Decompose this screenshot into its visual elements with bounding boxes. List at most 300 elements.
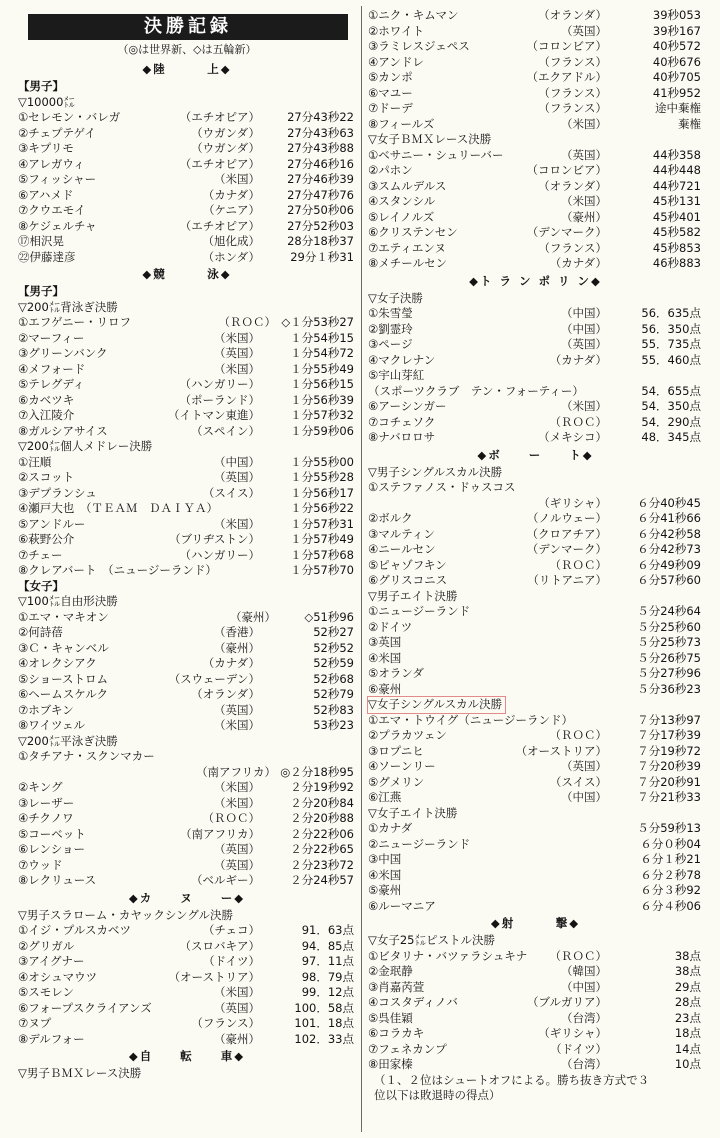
- result-value: ◇１分53秒27: [281, 315, 354, 329]
- athlete-name: ③デプランシュ: [18, 485, 97, 500]
- athlete-name: ③ラミレスジェペス: [368, 39, 470, 53]
- result-value: 52秒83: [313, 702, 354, 717]
- athlete-affiliation: （エチオピア）: [179, 218, 260, 233]
- result-value: ７分13秒97: [637, 712, 701, 727]
- athlete-name: ③アイグナー: [18, 954, 85, 968]
- athlete-affiliation: （チェコ）: [202, 923, 260, 937]
- result-value: 52秒68: [313, 671, 354, 686]
- athlete-name: （スポーツクラブ テン・フォーティー）: [368, 383, 584, 398]
- athlete-name: ①汪順: [18, 454, 52, 469]
- athlete-affiliation: （カナダ）: [202, 656, 260, 670]
- result-value: 27分43秒63: [287, 125, 354, 140]
- athlete-affiliation: （中国）: [561, 979, 607, 994]
- result-value: １分57秒70: [290, 563, 354, 577]
- event-heading: ▽200㍍背泳ぎ決勝: [18, 299, 118, 314]
- result-value: 40秒705: [652, 70, 701, 84]
- athlete-name: ⑤スモレン: [18, 985, 75, 999]
- result-row: [18, 110, 356, 126]
- result-row: [368, 241, 703, 257]
- result-row: [18, 408, 356, 424]
- result-value: １分55秒00: [290, 454, 354, 469]
- result-value: １分55秒28: [290, 470, 354, 484]
- result-row: [368, 194, 703, 210]
- result-value: １分57秒49: [290, 532, 354, 546]
- result-value: 52秒59: [313, 656, 354, 670]
- gender-heading: 【男子】: [18, 284, 64, 298]
- result-row: [368, 256, 703, 272]
- athlete-affiliation: （エクアドル）: [526, 70, 607, 84]
- result-value: 45秒582: [652, 225, 701, 239]
- athlete-name: ⑧田家榛: [368, 1057, 413, 1071]
- result-value: ２分20秒88: [290, 811, 354, 825]
- athlete-affiliation: （エチオピア）: [179, 110, 260, 124]
- athlete-name: ③レーザー: [18, 795, 75, 810]
- result-row: [18, 749, 356, 765]
- result-value: 45秒131: [652, 194, 701, 208]
- page-title: 決勝記録: [28, 14, 348, 40]
- result-value: ◎２分18秒95: [280, 764, 354, 779]
- athlete-name: ⑧ワイツェル: [18, 718, 86, 732]
- athlete-affiliation: （米国）: [561, 194, 607, 208]
- athlete-name: ⑧レクリュース: [18, 873, 97, 887]
- sport-heading: ◆自 転 車◆: [128, 1049, 246, 1063]
- athlete-affiliation: （ギリシャ）: [538, 1026, 607, 1040]
- athlete-affiliation: （台湾）: [561, 1057, 607, 1071]
- result-row: [368, 225, 703, 241]
- result-row: [18, 563, 356, 579]
- athlete-name: ④アンドレ: [368, 54, 424, 69]
- athlete-name: ⑥アーシンガー: [368, 399, 447, 413]
- result-row: [368, 353, 703, 369]
- athlete-affiliation: （豪州）: [214, 1031, 260, 1046]
- athlete-affiliation: （フランス）: [538, 101, 607, 115]
- result-row: [368, 949, 703, 965]
- result-row: [368, 852, 703, 868]
- athlete-name: ⑤オランダ: [368, 666, 424, 680]
- result-value: 45秒853: [652, 240, 701, 255]
- athlete-name: ⑤アンドルー: [18, 516, 86, 531]
- athlete-name: ④マクレナン: [368, 352, 436, 367]
- athlete-name: ⑧メチールセン: [368, 256, 448, 270]
- result-value: 29点: [674, 979, 701, 994]
- result-value: ５分59秒13: [637, 821, 701, 835]
- athlete-name: ③中国: [368, 852, 402, 866]
- athlete-affiliation: （韓国）: [561, 964, 607, 978]
- event-heading: ▽男子スラローム・カヤックシングル決勝: [18, 907, 233, 922]
- event-heading-highlight: ▽女子シングルスカル決勝: [368, 697, 505, 713]
- result-value: 27分50秒06: [287, 203, 354, 217]
- athlete-name: ③肖嘉芮萱: [368, 979, 425, 994]
- result-value: ２分20秒84: [290, 795, 354, 810]
- result-value: 38点: [674, 948, 701, 963]
- athlete-affiliation: （英国）: [214, 842, 260, 856]
- result-value: ５分24秒64: [637, 604, 701, 618]
- event-heading: ▽男子エイト決勝: [368, 588, 458, 603]
- result-value: 27分43秒88: [287, 141, 354, 155]
- result-row: [368, 558, 703, 574]
- athlete-affiliation: （豪州）: [561, 209, 607, 224]
- gender-heading: 【女子】: [18, 578, 64, 593]
- result-row: [368, 744, 703, 760]
- athlete-affiliation: （スイス）: [202, 485, 260, 500]
- result-value: ２分19秒92: [290, 780, 354, 794]
- athlete-affiliation: （ポーランド）: [179, 392, 260, 407]
- result-value: 46秒883: [652, 256, 701, 270]
- result-row: [18, 470, 356, 486]
- athlete-affiliation: （オーストリア）: [515, 743, 607, 758]
- result-row: [18, 377, 356, 393]
- athlete-affiliation: （英国）: [214, 857, 260, 872]
- athlete-affiliation: （英国）: [214, 1000, 260, 1015]
- result-value: 28点: [674, 995, 701, 1009]
- result-row: [18, 1001, 356, 1017]
- athlete-name: ①朱雪瑩: [368, 306, 413, 320]
- result-value: １分56秒39: [290, 392, 354, 407]
- result-value: 23点: [674, 1010, 701, 1025]
- result-value: 52秒27: [313, 625, 354, 639]
- result-value: ６分42秒58: [637, 526, 701, 541]
- athlete-name: ⑥グリスコニス: [368, 573, 448, 587]
- result-value: 54．655点: [641, 383, 701, 398]
- result-value: 97．11点: [301, 954, 354, 968]
- athlete-name: ⑦ドーデ: [368, 101, 413, 115]
- result-value: １分59秒06: [290, 423, 354, 438]
- athlete-name: ⑤ショーストロム: [18, 671, 109, 686]
- result-row: [18, 954, 356, 970]
- result-row: [18, 610, 356, 626]
- record-legend: （◎は世界新、◇は五輪新）: [117, 43, 257, 56]
- result-row: [368, 620, 703, 636]
- athlete-name: ⑤呉佳穎: [368, 1010, 413, 1025]
- result-value: ７分21秒33: [637, 790, 701, 804]
- result-row: [18, 126, 356, 142]
- athlete-affiliation: （ドイツ）: [550, 1041, 607, 1056]
- athlete-name: ⑤レイノルズ: [368, 209, 435, 224]
- result-row: [18, 780, 356, 796]
- result-value: １分55秒49: [290, 361, 354, 376]
- result-row: [368, 399, 703, 415]
- result-value: 98．79点: [301, 969, 354, 984]
- result-row: [368, 86, 703, 102]
- event-heading: ▽女子25㍍ピストル決勝: [368, 933, 495, 947]
- result-row: [18, 486, 356, 502]
- athlete-affiliation: （デンマーク）: [526, 225, 607, 239]
- athlete-name: ②グリガル: [18, 938, 75, 953]
- result-row: [368, 728, 703, 744]
- athlete-name: ③マルティン: [368, 526, 435, 541]
- event-heading: ▽男子シングルスカル決勝: [368, 464, 503, 479]
- result-row: [368, 511, 703, 527]
- athlete-name: ⑧クレアバート （ニュージーランド）: [18, 563, 217, 577]
- athlete-affiliation: （ＲＯＣ）: [549, 948, 607, 963]
- athlete-name: ①エマ・マキオン: [18, 609, 109, 624]
- athlete-affiliation: （英国）: [214, 346, 260, 360]
- result-row: [18, 765, 356, 781]
- right-column: [368, 8, 703, 1104]
- athlete-affiliation: （エチオピア）: [179, 156, 260, 171]
- athlete-affiliation: （南アフリカ）: [196, 764, 276, 779]
- result-value: ７分20秒91: [637, 774, 701, 789]
- result-value: 56．350点: [641, 321, 701, 336]
- result-value: ６分49秒09: [637, 557, 701, 572]
- athlete-name: ⑥ルーマニア: [368, 898, 436, 913]
- result-row: [368, 964, 703, 980]
- athlete-affiliation: （ＲＯＣ）: [549, 414, 607, 429]
- athlete-affiliation: （フランス）: [538, 54, 607, 69]
- athlete-affiliation: （旭化成）: [202, 234, 260, 248]
- athlete-affiliation: （英国）: [214, 470, 260, 484]
- event-heading: ▽女子エイト決勝: [368, 805, 458, 820]
- athlete-affiliation: （ＲＯＣ）: [549, 557, 607, 572]
- athlete-name: ⑤宇山芽紅: [368, 368, 425, 382]
- result-value: １分57秒32: [290, 408, 354, 422]
- result-row: [368, 55, 703, 71]
- result-row: [18, 346, 356, 362]
- result-row: [18, 873, 356, 889]
- athlete-affiliation: （ウガンダ）: [191, 125, 260, 140]
- result-row: [18, 455, 356, 471]
- athlete-name: ⑰相沢晃: [18, 234, 64, 248]
- athlete-name: ⑥カベツキ: [18, 392, 75, 407]
- athlete-name: ③英国: [368, 635, 402, 649]
- result-value: ６分40秒45: [637, 495, 701, 510]
- athlete-name: ④メフォード: [18, 361, 86, 376]
- athlete-affiliation: （米国）: [214, 361, 260, 376]
- result-row: [18, 656, 356, 672]
- athlete-name: ⑦ウッド: [18, 857, 63, 872]
- result-row: [368, 573, 703, 589]
- footnote: 位以下は敗退時の得点）: [374, 1088, 501, 1102]
- result-row: [368, 415, 703, 431]
- athlete-name: ⑥クリステンセン: [368, 225, 458, 239]
- result-row: [368, 210, 703, 226]
- result-row: [18, 625, 356, 641]
- result-row: [368, 322, 703, 338]
- result-row: [18, 985, 356, 1001]
- athlete-affiliation: （米国）: [214, 330, 260, 345]
- athlete-affiliation: （香港）: [214, 625, 260, 639]
- result-value: 48．345点: [641, 430, 701, 444]
- result-row: [368, 163, 703, 179]
- result-row: [18, 1016, 356, 1032]
- athlete-name: ④アレガウィ: [18, 156, 85, 171]
- athlete-affiliation: （ブリヂストン）: [169, 532, 260, 546]
- result-row: [368, 790, 703, 806]
- result-value: 27分46秒39: [287, 172, 354, 186]
- result-row: [368, 179, 703, 195]
- athlete-name: ⑦フェネカンプ: [368, 1041, 447, 1056]
- athlete-name: ①ビタリナ・バツァラシュキナ: [368, 948, 528, 963]
- result-row: [368, 995, 703, 1011]
- result-row: [18, 718, 356, 734]
- result-row: [368, 70, 703, 86]
- athlete-name: ②チェプテゲイ: [18, 125, 96, 140]
- athlete-affiliation: （ハンガリー）: [179, 547, 260, 562]
- result-row: [368, 883, 703, 899]
- athlete-name: ②金珉静: [368, 964, 413, 978]
- result-value: 55．460点: [641, 352, 701, 367]
- athlete-name: ②ホワイト: [368, 23, 424, 38]
- athlete-name: ①エマ・トウイグ（ニュージーランド）: [368, 712, 574, 727]
- athlete-affiliation: （米国）: [214, 516, 260, 531]
- result-value: １分54秒15: [290, 330, 354, 345]
- result-value: 27分52秒03: [287, 218, 354, 233]
- result-row: [368, 8, 703, 24]
- result-row: [368, 775, 703, 791]
- athlete-affiliation: （カナダ）: [549, 352, 607, 367]
- athlete-name: ⑦チェー: [18, 547, 63, 562]
- result-value: 途中棄権: [655, 101, 701, 115]
- athlete-name: ⑥マユー: [368, 85, 413, 100]
- athlete-name: ⑧ガルシアサイス: [18, 423, 108, 438]
- result-value: ５分27秒96: [637, 666, 701, 680]
- athlete-name: ①エフゲニー・リロフ: [18, 315, 132, 329]
- athlete-name: ④コスタディノバ: [368, 995, 458, 1009]
- result-value: １分56秒22: [290, 501, 354, 515]
- result-row: [368, 837, 703, 853]
- result-value: ６分０秒04: [640, 836, 701, 851]
- result-row: [368, 713, 703, 729]
- result-value: ５分25秒73: [637, 635, 701, 649]
- athlete-affiliation: （英国）: [561, 23, 607, 38]
- athlete-affiliation: （コロンビア）: [526, 39, 607, 53]
- athlete-name: ⑤フィッシャー: [18, 172, 97, 186]
- result-row: [18, 203, 356, 219]
- athlete-name: ④オシュマウツ: [18, 969, 98, 984]
- athlete-affiliation: （豪州）: [230, 609, 276, 624]
- athlete-name: ⑤テレグディ: [18, 377, 85, 391]
- result-value: 39秒167: [652, 23, 701, 38]
- athlete-name: ⑦ホブキン: [18, 702, 74, 717]
- result-value: ６分41秒66: [637, 511, 701, 525]
- athlete-name: ④瀬戸大也 （ＴＥＡＭ ＤＡＩＹＡ）: [18, 501, 219, 515]
- sport-heading: ◆ト ラ ン ポ リ ン◆: [469, 273, 602, 288]
- result-row: [18, 970, 356, 986]
- result-value: 102．33点: [294, 1031, 354, 1046]
- result-row: [368, 666, 703, 682]
- result-value: 101．18点: [294, 1016, 354, 1030]
- result-value: 27分46秒16: [287, 156, 354, 171]
- athlete-name: ⑧デルフォー: [18, 1031, 85, 1046]
- result-value: 100．58点: [294, 1000, 354, 1015]
- result-row: [368, 980, 703, 996]
- athlete-name: ⑥レンショー: [18, 842, 86, 856]
- athlete-affiliation: （中国）: [214, 454, 260, 469]
- gender-heading: 【男子】: [18, 79, 64, 93]
- sport-heading: ◆陸 上◆: [142, 62, 232, 76]
- result-value: 52秒52: [313, 640, 354, 655]
- result-row: [368, 604, 703, 620]
- result-value: １分54秒72: [290, 346, 354, 360]
- result-value: ６分１秒21: [640, 852, 701, 866]
- athlete-name: ①ニュージーランド: [368, 604, 471, 618]
- athlete-name: ④米国: [368, 867, 402, 882]
- result-row: [18, 703, 356, 719]
- result-row: [368, 337, 703, 353]
- athlete-affiliation: （スイス）: [549, 774, 607, 789]
- athlete-name: ②ボルク: [368, 511, 413, 525]
- athlete-name: ①タチアナ・スクンマカー: [18, 749, 155, 763]
- athlete-name: ⑧フィールズ: [368, 116, 435, 131]
- athlete-name: ②ドイツ: [368, 619, 413, 634]
- athlete-affiliation: （スウェーデン）: [168, 671, 260, 686]
- result-value: 27分43秒22: [287, 110, 354, 124]
- athlete-name: ⑧ケジェルチャ: [18, 218, 97, 233]
- athlete-name: ⑥江燕: [368, 790, 402, 804]
- result-row: [18, 501, 356, 517]
- athlete-affiliation: （英国）: [561, 337, 607, 351]
- column-divider: [361, 6, 362, 1132]
- result-row: [368, 496, 703, 512]
- result-value: 38点: [674, 964, 701, 978]
- result-row: [18, 923, 356, 939]
- athlete-name: ④ニールセン: [368, 542, 436, 556]
- result-row: [18, 188, 356, 204]
- result-row: [18, 424, 356, 440]
- result-value: 99．12点: [301, 985, 354, 999]
- athlete-name: ⑤豪州: [368, 883, 402, 897]
- athlete-name: ⑦クウエモイ: [18, 203, 86, 217]
- athlete-name: ②パホン: [368, 163, 413, 177]
- result-row: [368, 527, 703, 543]
- result-row: [18, 393, 356, 409]
- athlete-affiliation: （フランス）: [191, 1016, 260, 1030]
- athlete-name: ③スムルデルス: [368, 178, 447, 193]
- result-value: ５分25秒60: [637, 619, 701, 634]
- result-row: [368, 368, 703, 384]
- result-value: 55．735点: [641, 337, 701, 351]
- event-heading: [368, 697, 703, 713]
- result-value: 56．635点: [641, 306, 701, 320]
- result-value: 29分１秒31: [290, 249, 354, 264]
- event-heading: ▽200㍍平泳ぎ決勝: [18, 733, 118, 748]
- athlete-affiliation: （ベルギー）: [191, 873, 260, 887]
- athlete-name: ①ニク・キムマン: [368, 8, 459, 22]
- athlete-affiliation: （台湾）: [561, 1010, 607, 1025]
- athlete-name: ㉒伊藤達彦: [18, 249, 76, 264]
- sport-heading: ◆射 撃◆: [490, 916, 581, 930]
- result-value: １分57秒68: [290, 547, 354, 562]
- athlete-affiliation: （ＲＯＣ）: [549, 728, 607, 742]
- result-row: [18, 172, 356, 188]
- result-value: 44秒358: [652, 147, 701, 162]
- result-row: [368, 542, 703, 558]
- athlete-name: ⑧ナバロロサ: [368, 430, 436, 444]
- athlete-affiliation: （英国）: [561, 147, 607, 162]
- athlete-affiliation: （米国）: [214, 718, 260, 732]
- result-row: [18, 250, 356, 266]
- result-row: [18, 548, 356, 564]
- athlete-name: ⑦コチェソク: [368, 414, 436, 429]
- result-row: [368, 430, 703, 446]
- result-row: [368, 651, 703, 667]
- result-value: ７分20秒39: [637, 759, 701, 773]
- result-value: 39秒053: [652, 8, 701, 22]
- result-value: 44秒721: [652, 178, 701, 193]
- result-row: [18, 532, 356, 548]
- result-row: [18, 331, 356, 347]
- result-value: ６分２秒78: [640, 867, 701, 882]
- athlete-affiliation: （フランス）: [538, 240, 607, 255]
- result-row: [368, 24, 703, 40]
- athlete-name: ①ベサニー・シュリーバー: [368, 147, 504, 162]
- result-value: １分56秒15: [290, 377, 354, 391]
- result-value: 棄権: [678, 116, 701, 131]
- athlete-name: ⑥コラカキ: [368, 1026, 425, 1040]
- athlete-name: ②マーフィー: [18, 330, 85, 345]
- athlete-affiliation: （オランダ）: [538, 8, 607, 22]
- result-row: [368, 1011, 703, 1027]
